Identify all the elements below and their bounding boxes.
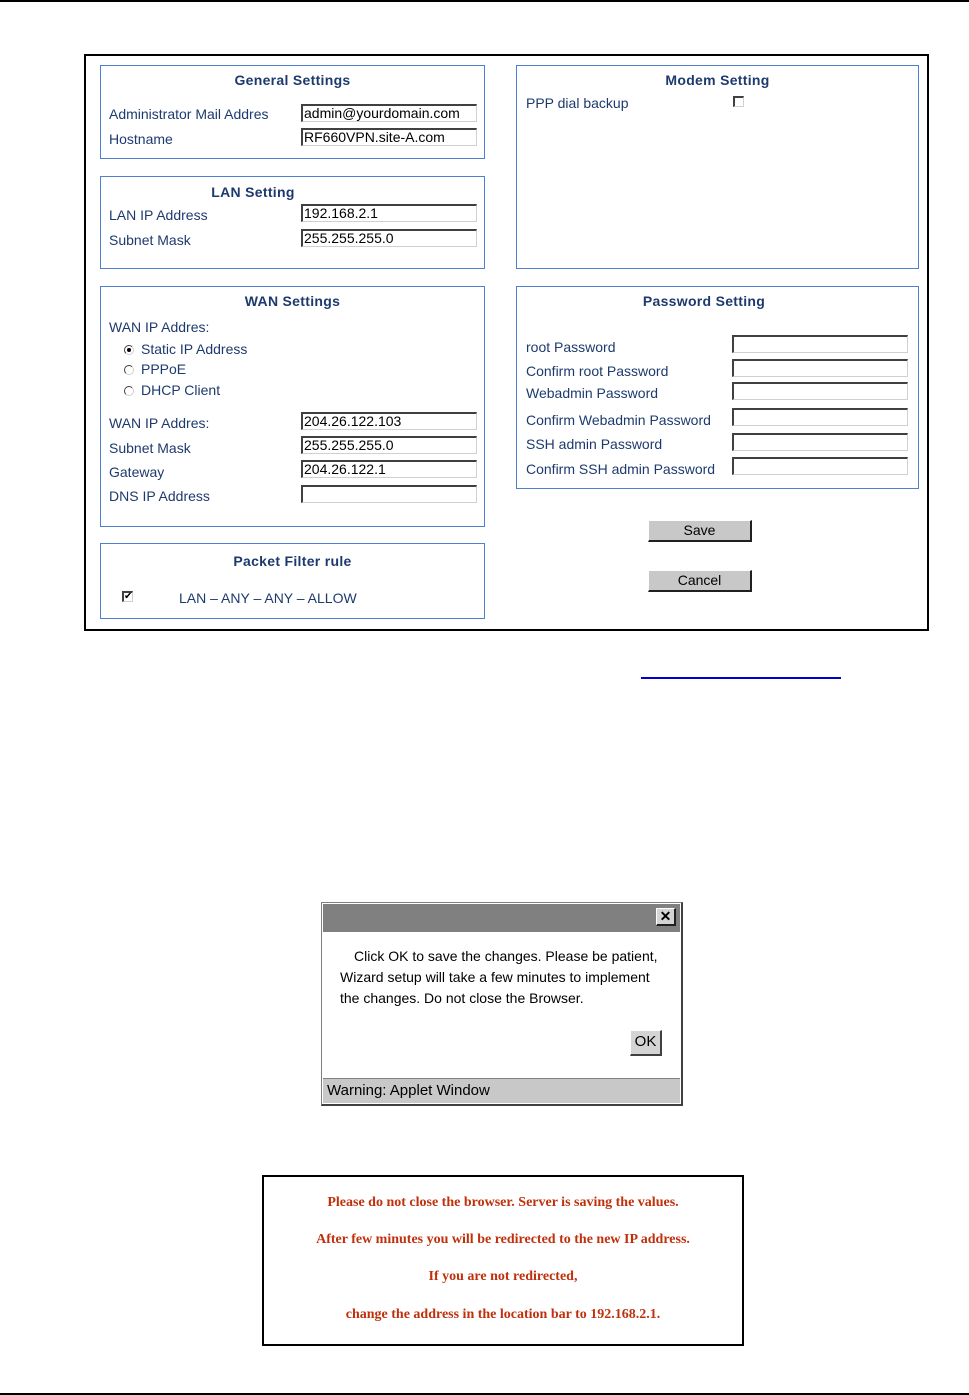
- lan-subnet-label: Subnet Mask: [109, 232, 191, 248]
- confirm-root-password-input[interactable]: [732, 359, 908, 377]
- ppp-dial-backup-label: PPP dial backup: [526, 95, 629, 111]
- webadmin-password-label: Webadmin Password: [526, 385, 659, 401]
- radio-dhcp-client[interactable]: [124, 386, 134, 396]
- radio-static-ip[interactable]: [124, 345, 134, 355]
- dialog-ok-button[interactable]: OK: [630, 1030, 662, 1056]
- radio-pppoe[interactable]: [124, 365, 134, 375]
- password-setting-panel: [516, 286, 919, 489]
- dialog-status-bar: Warning: Applet Window: [323, 1078, 680, 1103]
- packet-filter-rule-label: LAN – ANY – ANY – ALLOW: [179, 590, 357, 606]
- hostname-input[interactable]: RF660VPN.site-A.com: [301, 128, 477, 146]
- cancel-button[interactable]: Cancel: [648, 570, 752, 592]
- ssh-admin-password-input[interactable]: [732, 433, 908, 451]
- radio-static-ip-label: Static IP Address: [141, 341, 248, 357]
- ppp-dial-backup-checkbox[interactable]: [733, 96, 744, 107]
- confirm-webadmin-password-label: Confirm Webadmin Password: [526, 412, 711, 428]
- notice-line: After few minutes you will be redirected to the new IP address.: [316, 1232, 690, 1247]
- password-setting-title: Password Setting: [642, 293, 766, 309]
- radio-pppoe-label: PPPoE: [141, 361, 187, 377]
- dns-ip-input[interactable]: [301, 485, 477, 503]
- hostname-label: Hostname: [109, 131, 173, 147]
- packet-filter-panel: [100, 543, 485, 619]
- lan-setting-title: LAN Setting: [211, 184, 295, 200]
- confirm-ssh-admin-password-label: Confirm SSH admin Password: [526, 461, 716, 477]
- lan-ip-label: LAN IP Address: [109, 207, 208, 223]
- notice-line: Please do not close the browser. Server is saving the values.: [327, 1195, 679, 1210]
- confirm-save-dialog: [321, 902, 683, 1106]
- lan-ip-input[interactable]: 192.168.2.1: [301, 204, 477, 222]
- lan-setting-panel: [100, 176, 485, 269]
- confirm-ssh-admin-password-input[interactable]: [732, 457, 908, 475]
- dialog-message: Click OK to save the changes. Please be patient, Wizard setup will take a few minutes to implement the changes. Do not close the Browser.: [340, 948, 658, 1006]
- lan-subnet-input[interactable]: 255.255.255.0: [301, 229, 477, 247]
- wan-ip-input[interactable]: 204.26.122.103: [301, 412, 477, 430]
- dialog-close-button[interactable]: [656, 908, 676, 926]
- general-settings-panel: [100, 65, 485, 159]
- checkmark-icon: ✔: [124, 591, 133, 602]
- wan-ip-label: WAN IP Addres:: [109, 415, 210, 431]
- wan-settings-title: WAN Settings: [244, 293, 341, 309]
- modem-setting-title: Modem Setting: [665, 72, 770, 88]
- dns-ip-label: DNS IP Address: [109, 488, 210, 504]
- packet-filter-checkbox[interactable]: [122, 591, 133, 602]
- ssh-admin-password-label: SSH admin Password: [526, 436, 663, 452]
- radio-dhcp-client-label: DHCP Client: [141, 382, 221, 398]
- close-icon: ✕: [659, 908, 672, 924]
- top-rule: [0, 0, 969, 2]
- admin-mail-input[interactable]: admin@yourdomain.com: [301, 104, 477, 122]
- gateway-input[interactable]: 204.26.122.1: [301, 460, 477, 478]
- notice-line: If you are not redirected,: [428, 1269, 578, 1284]
- wan-subnet-label: Subnet Mask: [109, 440, 191, 456]
- wan-settings-panel: [100, 286, 485, 527]
- confirm-root-password-label: Confirm root Password: [526, 363, 669, 379]
- saving-notice-box: [262, 1175, 744, 1346]
- root-password-input[interactable]: [732, 335, 908, 353]
- dialog-titlebar: [323, 904, 680, 932]
- modem-setting-panel: [516, 65, 919, 269]
- confirm-webadmin-password-input[interactable]: [732, 408, 908, 426]
- save-button[interactable]: Save: [648, 520, 752, 542]
- webadmin-password-input[interactable]: [732, 382, 908, 400]
- notice-line: change the address in the location bar to 192.168.2.1.: [345, 1307, 661, 1322]
- root-password-label: root Password: [526, 339, 616, 355]
- gateway-label: Gateway: [109, 464, 165, 480]
- wan-subnet-input[interactable]: 255.255.255.0: [301, 436, 477, 454]
- link-underline[interactable]: [641, 677, 841, 679]
- wan-mode-label: WAN IP Addres:: [109, 319, 210, 335]
- admin-mail-label: Administrator Mail Addres: [109, 106, 269, 122]
- general-settings-title: General Settings: [234, 72, 351, 88]
- packet-filter-title: Packet Filter rule: [233, 553, 352, 569]
